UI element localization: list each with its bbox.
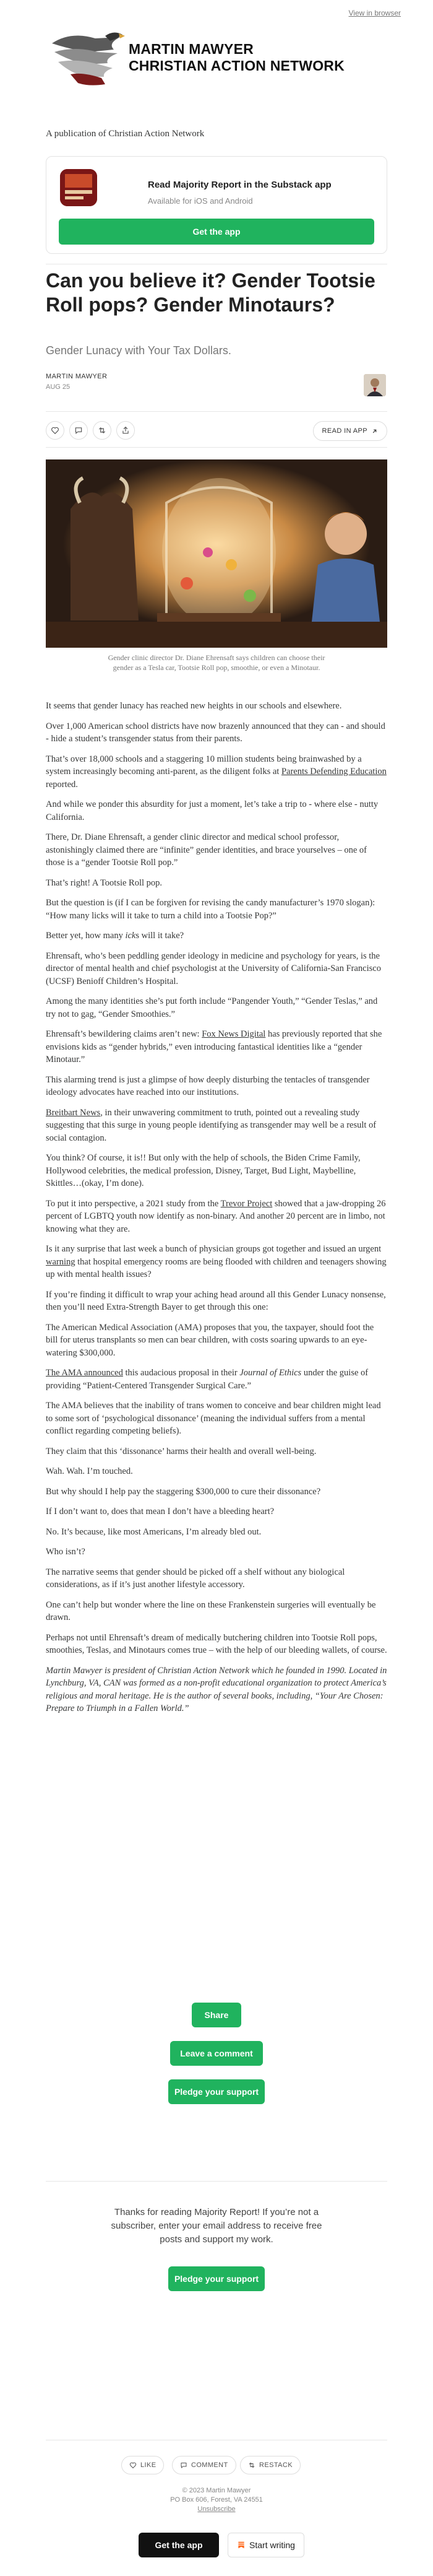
divider [46,411,387,412]
footer-get-app-button[interactable]: Get the app [139,2533,219,2557]
paragraph: The narrative seems that gender should be picked off a shelf without any biological considerations, as if it’s just another lifestyle accessory. [46,1567,345,1590]
comment-icon [180,2461,187,2469]
share-icon [121,426,130,435]
paragraph: Wah. Wah. I’m touched. [46,1466,133,1476]
restack-label: RESTACK [259,2461,293,2469]
paragraph: That’s right! A Tootsie Roll pop. [46,877,163,888]
post-subtitle: Gender Lunacy with Your Tax Dollars. [46,344,231,357]
substack-icon [237,2541,246,2549]
paragraph: And while we ponder this absurdity for just a moment, let’s take a trip to - where else - nutty California. [46,799,379,822]
unsubscribe-link[interactable]: Unsubscribe [197,2505,236,2513]
paragraph: That’s over 18,000 schools and a staggering 10 million students being brainwashed by a system increasingly becoming anti-parent, as the diligent folks at Parents Defending Education reported. [46,754,387,790]
paragraph: One can’t help but wonder where the line on these Frankenstein surgeries will eventually be drawn. [46,1599,376,1622]
subscribe-message: Thanks for reading Majority Report! If you’re not a subscriber, enter your email address to receive free posts and support my work. [111,2207,322,2245]
brand-logo[interactable] [46,25,392,98]
hero-caption: Gender clinic director Dr. Diane Ehrensaft says children can choose their gender as a Tesla car, Tootsie Roll pop, smoothie, or even a Minotaur. [108,653,325,672]
read-in-app-button[interactable] [313,421,387,441]
paragraph: Ehrensaft’s bewildering claims aren’t new: Fox News Digital has previously reported that she envisions kids as “gender hybrids,” even introducing fantastical identities like a “gender Minotaur.” [46,1029,382,1064]
paragraph: Is it any surprise that last week a bunch of physician groups got together and issued an urgent warning that hospital emergency rooms are being flooded with children and teenagers showing up with mental health issues? [46,1244,387,1279]
paragraph: Perhaps not until Ehrensaft’s dream of medically butchering children into Tootsie Roll pops, smoothies, Teslas, and Minotaurs comes true – with the help of our bleeding wallets, of course. [46,1632,387,1655]
paragraph: This alarming trend is just a glimpse of how deeply disturbing the tentacles of transgender ideology advocates have reached into our institutions. [46,1074,370,1097]
brand-line-2: CHRISTIAN ACTION NETWORK [129,58,345,74]
app-icon [60,169,97,206]
share-button[interactable] [116,421,135,440]
get-app-button[interactable]: Get the app [59,219,374,245]
post-title[interactable]: Can you believe it? Gender Tootsie Roll pops? Gender Minotaurs? [46,269,375,316]
post-action-row [46,419,387,443]
view-in-browser-link[interactable]: View in browser [348,9,401,17]
hero-image[interactable] [46,459,387,648]
brand-line-1: MARTIN MAWYER [129,41,254,57]
leave-comment-button[interactable]: Leave a comment [170,2041,263,2066]
paragraph: It seems that gender lunacy has reached new heights in our schools and elsewhere. [46,701,342,711]
paragraph: Better yet, how many icks will it take? [46,931,184,941]
paragraph: There, Dr. Diane Ehrensaft, a gender clinic director and medical school professor, astonishingly claimed there are “infinite” gender identities, and brace yourselves – one of those is a “gender Tootsie Roll pop.” [46,832,367,868]
like-button[interactable] [46,421,64,440]
app-promo-title: Read Majority Report in the Substack app [148,180,332,190]
arrow-up-right-icon [371,428,378,435]
eagle-icon [46,25,126,98]
paragraph: The AMA believes that the inability of trans women to conceive and bear children might lead to some sort of ‘psychological dissonance’ (meaning the individual suffers from a mental conflict regarding competing beliefs). [46,1401,381,1436]
article-body [46,700,387,1723]
heart-icon [51,426,59,435]
share-button[interactable]: Share [192,2003,241,2027]
comment-button[interactable] [172,2456,236,2474]
paragraph: You think? Of course, it is!! But only with the help of schools, the Biden Crime Family, Hollywood celebrities, the medical profession, Disney, Target, Bud Light, Maybelline, Skittles…(okay, I’m done). [46,1153,361,1188]
paragraph: But why should I help pay the staggering $300,000 to cure their dissonance? [46,1486,321,1497]
paragraph: Ehrensaft, who’s been peddling gender ideology in medicine and psychology for years, is the director of mental health and chief psychologist at the University of California-San Francisco (UCSF) Benioff Children’s Hospital. [46,951,381,986]
paragraph: But the question is (if I can be forgiven for revising the candy manufacturer’s 1970 slogan): “How many licks will it take to turn a child into a Tootsie Pop?” [46,898,375,921]
restack-icon [98,426,106,435]
paragraph: Among the many identities she’s put forth include “Pangender Youth,” “Gender Teslas,” and try not to gag, “Gender Smoothies.” [46,996,378,1019]
divider [46,447,387,448]
like-label: LIKE [140,2461,156,2469]
author-bio: Martin Mawyer is president of Christian Action Network which he founded in 1990. Located in Lynchburg, VA, CAN was formed as a non-profit educational organization to protect America’s religious and moral heritage. He is the author of several books, including, “Your Are Chosen: Prepare to Triumph in a Fallen World.” [46,1665,387,1713]
footer-address: PO Box 606, Forest, VA 24551 [170,2496,263,2504]
paragraph: If you’re finding it difficult to wrap your aching head around all this Gender Lunacy nonsense, then you’ll need Extra-Strength Bayer to get through this one: [46,1289,386,1312]
warning-link[interactable]: warning [46,1256,75,1267]
publication-line: A publication of Christian Action Network [46,129,205,139]
footer-copyright: © 2023 Martin Mawyer [182,2487,251,2494]
restack-button[interactable] [240,2456,301,2474]
avatar[interactable] [364,374,386,396]
app-promo-card [46,156,387,254]
paragraph: The AMA announced this audacious proposal in their Journal of Ethics under the guise of providing “Patient-Centered Transgender Surgical Care.” [46,1368,369,1391]
paragraph: Who isn’t? [46,1547,85,1557]
comment-icon [74,426,83,435]
paragraph: They claim that this ‘dissonance’ harms their health and overall well-being. [46,1446,317,1456]
paragraph: Breitbart News, in their unwavering commitment to truth, pointed out a revealing study suggesting that this surge in young people identifying as transgender may well be a result of social contagion. [46,1107,377,1143]
paragraph: If I don’t want to, does that mean I don’t have a bleeding heart? [46,1507,275,1516]
heart-icon [129,2461,137,2469]
restack-button[interactable] [93,421,111,440]
paragraph: No. It’s because, like most Americans, I’m already bled out. [46,1526,262,1537]
start-writing-button[interactable] [228,2533,304,2557]
divider [46,2181,387,2182]
start-writing-label: Start writing [249,2540,295,2550]
trevor-project-link[interactable]: Trevor Project [220,1198,273,1209]
post-author[interactable]: MARTIN MAWYER [46,373,108,380]
paragraph: To put it into perspective, a 2021 study from the Trevor Project showed that a jaw-dropping 26 percent of LGBTQ youth now identify as non-binary. And another 20 percent are in limbo, not knowing what they are. [46,1198,386,1234]
like-button[interactable] [121,2456,164,2474]
app-promo-subtitle: Available for iOS and Android [148,196,253,206]
paragraph: Over 1,000 American school districts have now brazenly announced that they can - and should - hide a student’s transgender status from their parents. [46,721,385,744]
comment-button[interactable] [69,421,88,440]
parents-defending-education-link[interactable]: Parents Defending Education [281,767,387,777]
read-in-app-label: READ IN APP [322,427,367,435]
ama-announced-link[interactable]: The AMA announced [46,1368,123,1378]
pledge-support-button[interactable]: Pledge your support [168,2266,265,2291]
pledge-support-button[interactable]: Pledge your support [168,2079,265,2104]
breitbart-link[interactable]: Breitbart News [46,1107,101,1118]
post-date: AUG 25 [46,383,71,391]
comment-label: COMMENT [191,2461,228,2469]
paragraph: The American Medical Association (AMA) proposes that you, the taxpayer, should foot the bill for uterus transplants so men can bear children, with costs soaring upwards to an eye-watering $300,000. [46,1322,374,1358]
fox-news-link[interactable]: Fox News Digital [202,1029,266,1039]
restack-icon [248,2461,255,2469]
